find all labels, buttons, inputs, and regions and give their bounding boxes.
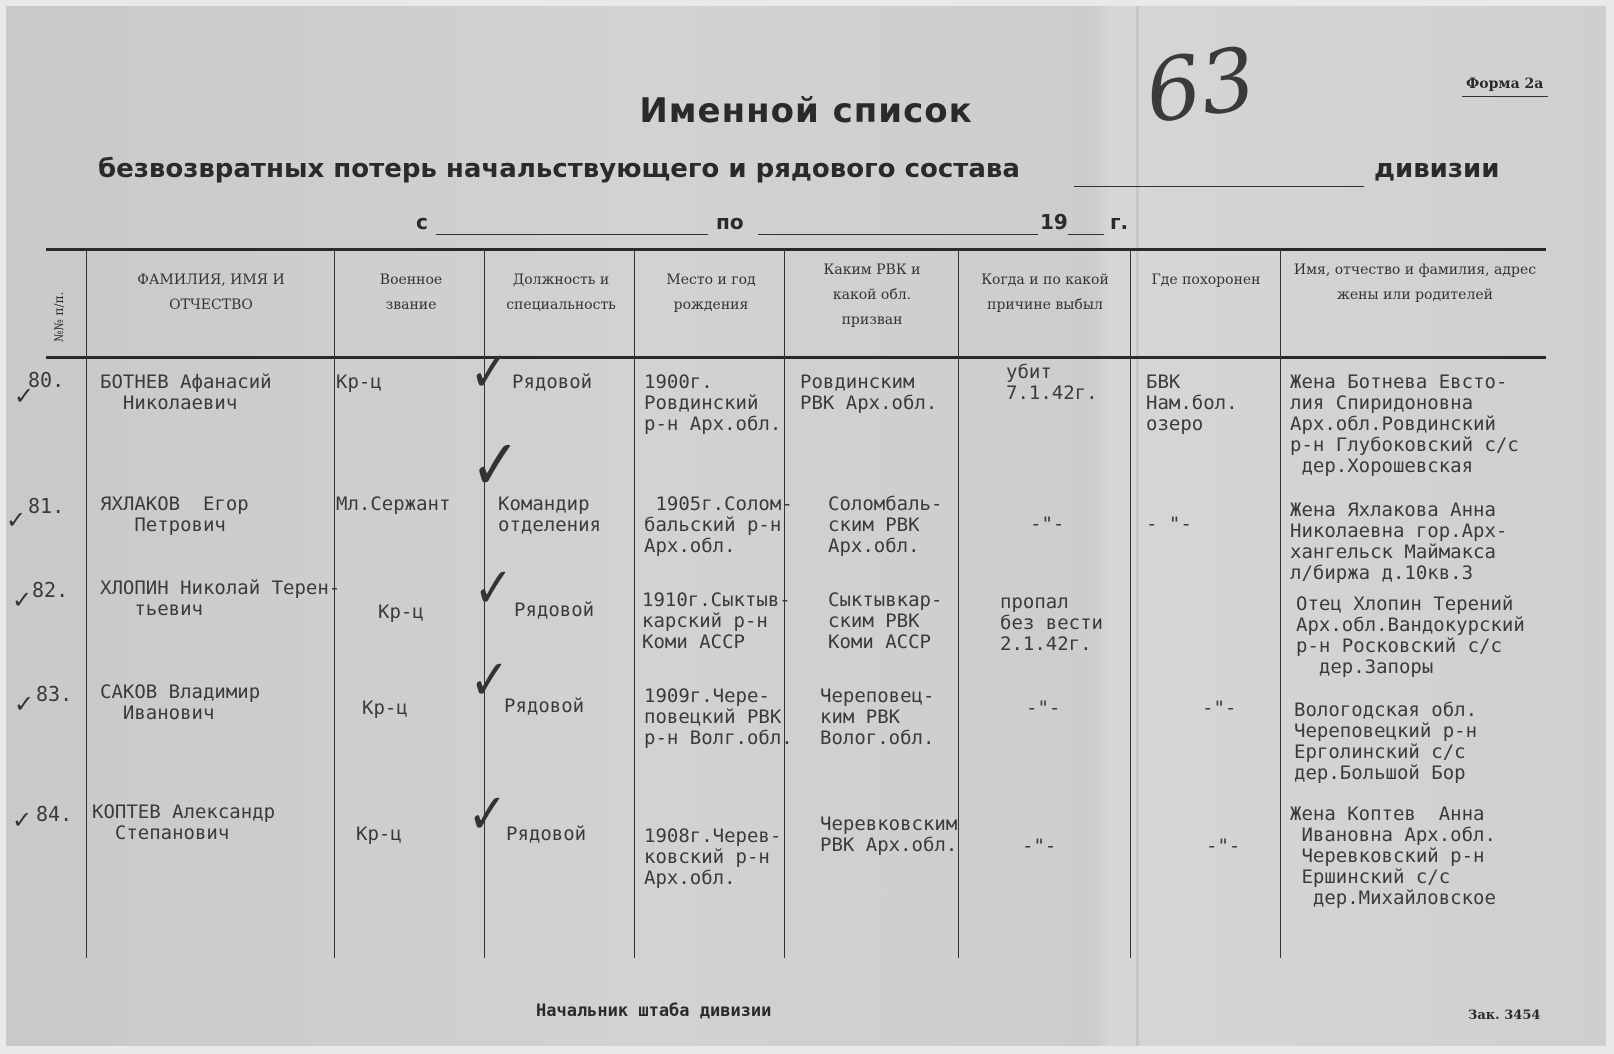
period-from-label: с	[416, 210, 428, 234]
column-header-rvk: Каким РВК и какой обл. призван	[823, 262, 921, 328]
row-rvk: Череповец- ким РВК Волог.обл.	[820, 685, 935, 749]
row-position: Рядовой	[514, 599, 595, 621]
column-header-rank: Военное звание	[379, 272, 443, 313]
check-mark-icon: ✓	[473, 556, 514, 621]
row-position: Командир отделения	[498, 493, 601, 536]
period-from-line	[436, 234, 708, 235]
row-name: ЯХЛАКОВ Егор Петрович	[100, 493, 249, 536]
check-mark-icon: ✓	[12, 586, 33, 614]
row-reason: -"-	[1030, 513, 1065, 535]
row-rvk: Ровдинским РВК Арх.обл.	[800, 371, 938, 414]
row-buried: -"-	[1202, 697, 1237, 719]
row-name: САКОВ Владимир Иванович	[100, 681, 261, 724]
row-number: 83.	[36, 682, 73, 706]
order-number: Зак. 3454	[1468, 1008, 1541, 1023]
row-birth: 1905г.Солом- бальский р-н Арх.обл.	[644, 493, 793, 557]
column-divider	[958, 248, 959, 958]
column-divider	[86, 248, 87, 958]
row-birth: 1900г. Ровдинский р-н Арх.обл.	[644, 371, 782, 435]
row-rvk: Сыктывкар- ским РВК Коми АССР	[828, 589, 943, 653]
row-buried: - "-	[1146, 513, 1192, 535]
row-name: БОТНЕВ Афанасий Николаевич	[100, 371, 272, 414]
page-fold	[1136, 6, 1139, 1046]
document-title: Именной список	[639, 91, 973, 131]
check-mark-icon: ✓	[467, 782, 508, 847]
column-divider	[634, 248, 635, 958]
row-rvk: Соломбаль- ским РВК Арх.обл.	[828, 493, 943, 557]
division-suffix: дивизии	[1374, 154, 1500, 184]
row-rank: Мл.Сержант	[336, 493, 451, 515]
signature-label: Начальник штаба дивизии	[536, 1001, 772, 1021]
check-mark-icon: ✓	[469, 340, 510, 405]
row-contact: Вологодская обл. Череповецкий р-н Ерголинский с/с дер.Большой Бор	[1294, 699, 1478, 784]
row-position: Рядовой	[512, 371, 593, 393]
check-mark-icon: ✓	[6, 506, 27, 534]
row-reason: -"-	[1022, 835, 1057, 857]
row-rvk: Черевковским РВК Арх.обл.	[820, 813, 958, 856]
row-contact: Жена Ботнева Евсто- лия Спиридоновна Арх.обл.Ровдинский р-н Глубоковский с/с дер.Хорошевская	[1290, 371, 1519, 477]
column-header-buried: Где похоронен	[1151, 272, 1261, 288]
row-rank: Кр-ц	[362, 697, 408, 719]
row-contact: Отец Хлопин Терений Арх.обл.Вандокурский р-н Росковский с/с дер.Запоры	[1296, 593, 1525, 678]
row-birth: 1909г.Чере- повецкий РВК р-н Волг.обл.	[644, 685, 793, 749]
row-position: Рядовой	[504, 695, 585, 717]
check-mark-icon: ✓	[12, 806, 33, 834]
year-line	[1068, 234, 1104, 235]
check-mark-icon: ✓	[14, 382, 35, 410]
row-buried: БВК Нам.бол. озеро	[1146, 371, 1238, 435]
check-mark-icon: ✓	[470, 424, 521, 506]
row-contact: Жена Коптев Анна Ивановна Арх.обл. Черевковский р-н Ершинский с/с дер.Михайловское	[1290, 803, 1496, 909]
column-header-birth: Место и год рождения	[666, 272, 756, 313]
row-birth: 1910г.Сыктыв- карский р-н Коми АССР	[642, 589, 791, 653]
row-number: 80.	[28, 368, 65, 392]
table-header-rule	[46, 356, 1546, 359]
division-blank-line	[1074, 186, 1364, 187]
period-to-label: по	[716, 210, 744, 234]
row-buried: -"-	[1206, 835, 1241, 857]
document-subtitle: безвозвратных потерь начальствующего и рядового состава	[98, 154, 1020, 184]
column-divider	[1280, 248, 1281, 958]
column-header-number: №№ п/п.	[52, 291, 66, 342]
row-reason: пропал без вести 2.1.42г.	[1000, 591, 1103, 655]
row-rank: Кр-ц	[356, 823, 402, 845]
period-to-line	[758, 234, 1038, 235]
year-suffix: г.	[1110, 210, 1129, 234]
sheet-number-handwritten: 63	[1139, 28, 1262, 144]
row-rank: Кр-ц	[378, 601, 424, 623]
row-birth: 1908г.Черев- ковский р-н Арх.обл.	[644, 825, 782, 889]
row-number: 81.	[28, 494, 65, 518]
row-rank: Кр-ц	[336, 371, 382, 393]
column-header-contact: Имя, отчество и фамилия, адрес жены или родителей	[1293, 262, 1537, 303]
row-reason: убит 7.1.42г.	[1006, 361, 1098, 404]
row-number: 82.	[32, 578, 69, 602]
document-sheet	[6, 6, 1606, 1046]
table-top-rule	[46, 248, 1546, 251]
column-divider	[1130, 248, 1131, 958]
column-header-position: Должность и специальность	[506, 272, 616, 313]
column-header-name: ФАМИЛИЯ, ИМЯ И ОТЧЕСТВО	[137, 272, 285, 313]
check-mark-icon: ✓	[14, 690, 35, 718]
row-name: ХЛОПИН Николай Терен- тьевич	[100, 577, 341, 620]
row-position: Рядовой	[506, 823, 587, 845]
row-number: 84.	[36, 802, 73, 826]
year-prefix: 19	[1040, 210, 1068, 234]
column-header-reason: Когда и по какой причине выбыл	[981, 272, 1109, 313]
row-contact: Жена Яхлакова Анна Николаевна гор.Арх- хангельск Маймакса л/биржа д.10кв.3	[1290, 499, 1508, 584]
row-reason: -"-	[1026, 697, 1061, 719]
form-label: Форма 2а	[1466, 76, 1544, 92]
row-name: КОПТЕВ Александр Степанович	[92, 801, 276, 844]
check-mark-icon: ✓	[469, 648, 510, 713]
